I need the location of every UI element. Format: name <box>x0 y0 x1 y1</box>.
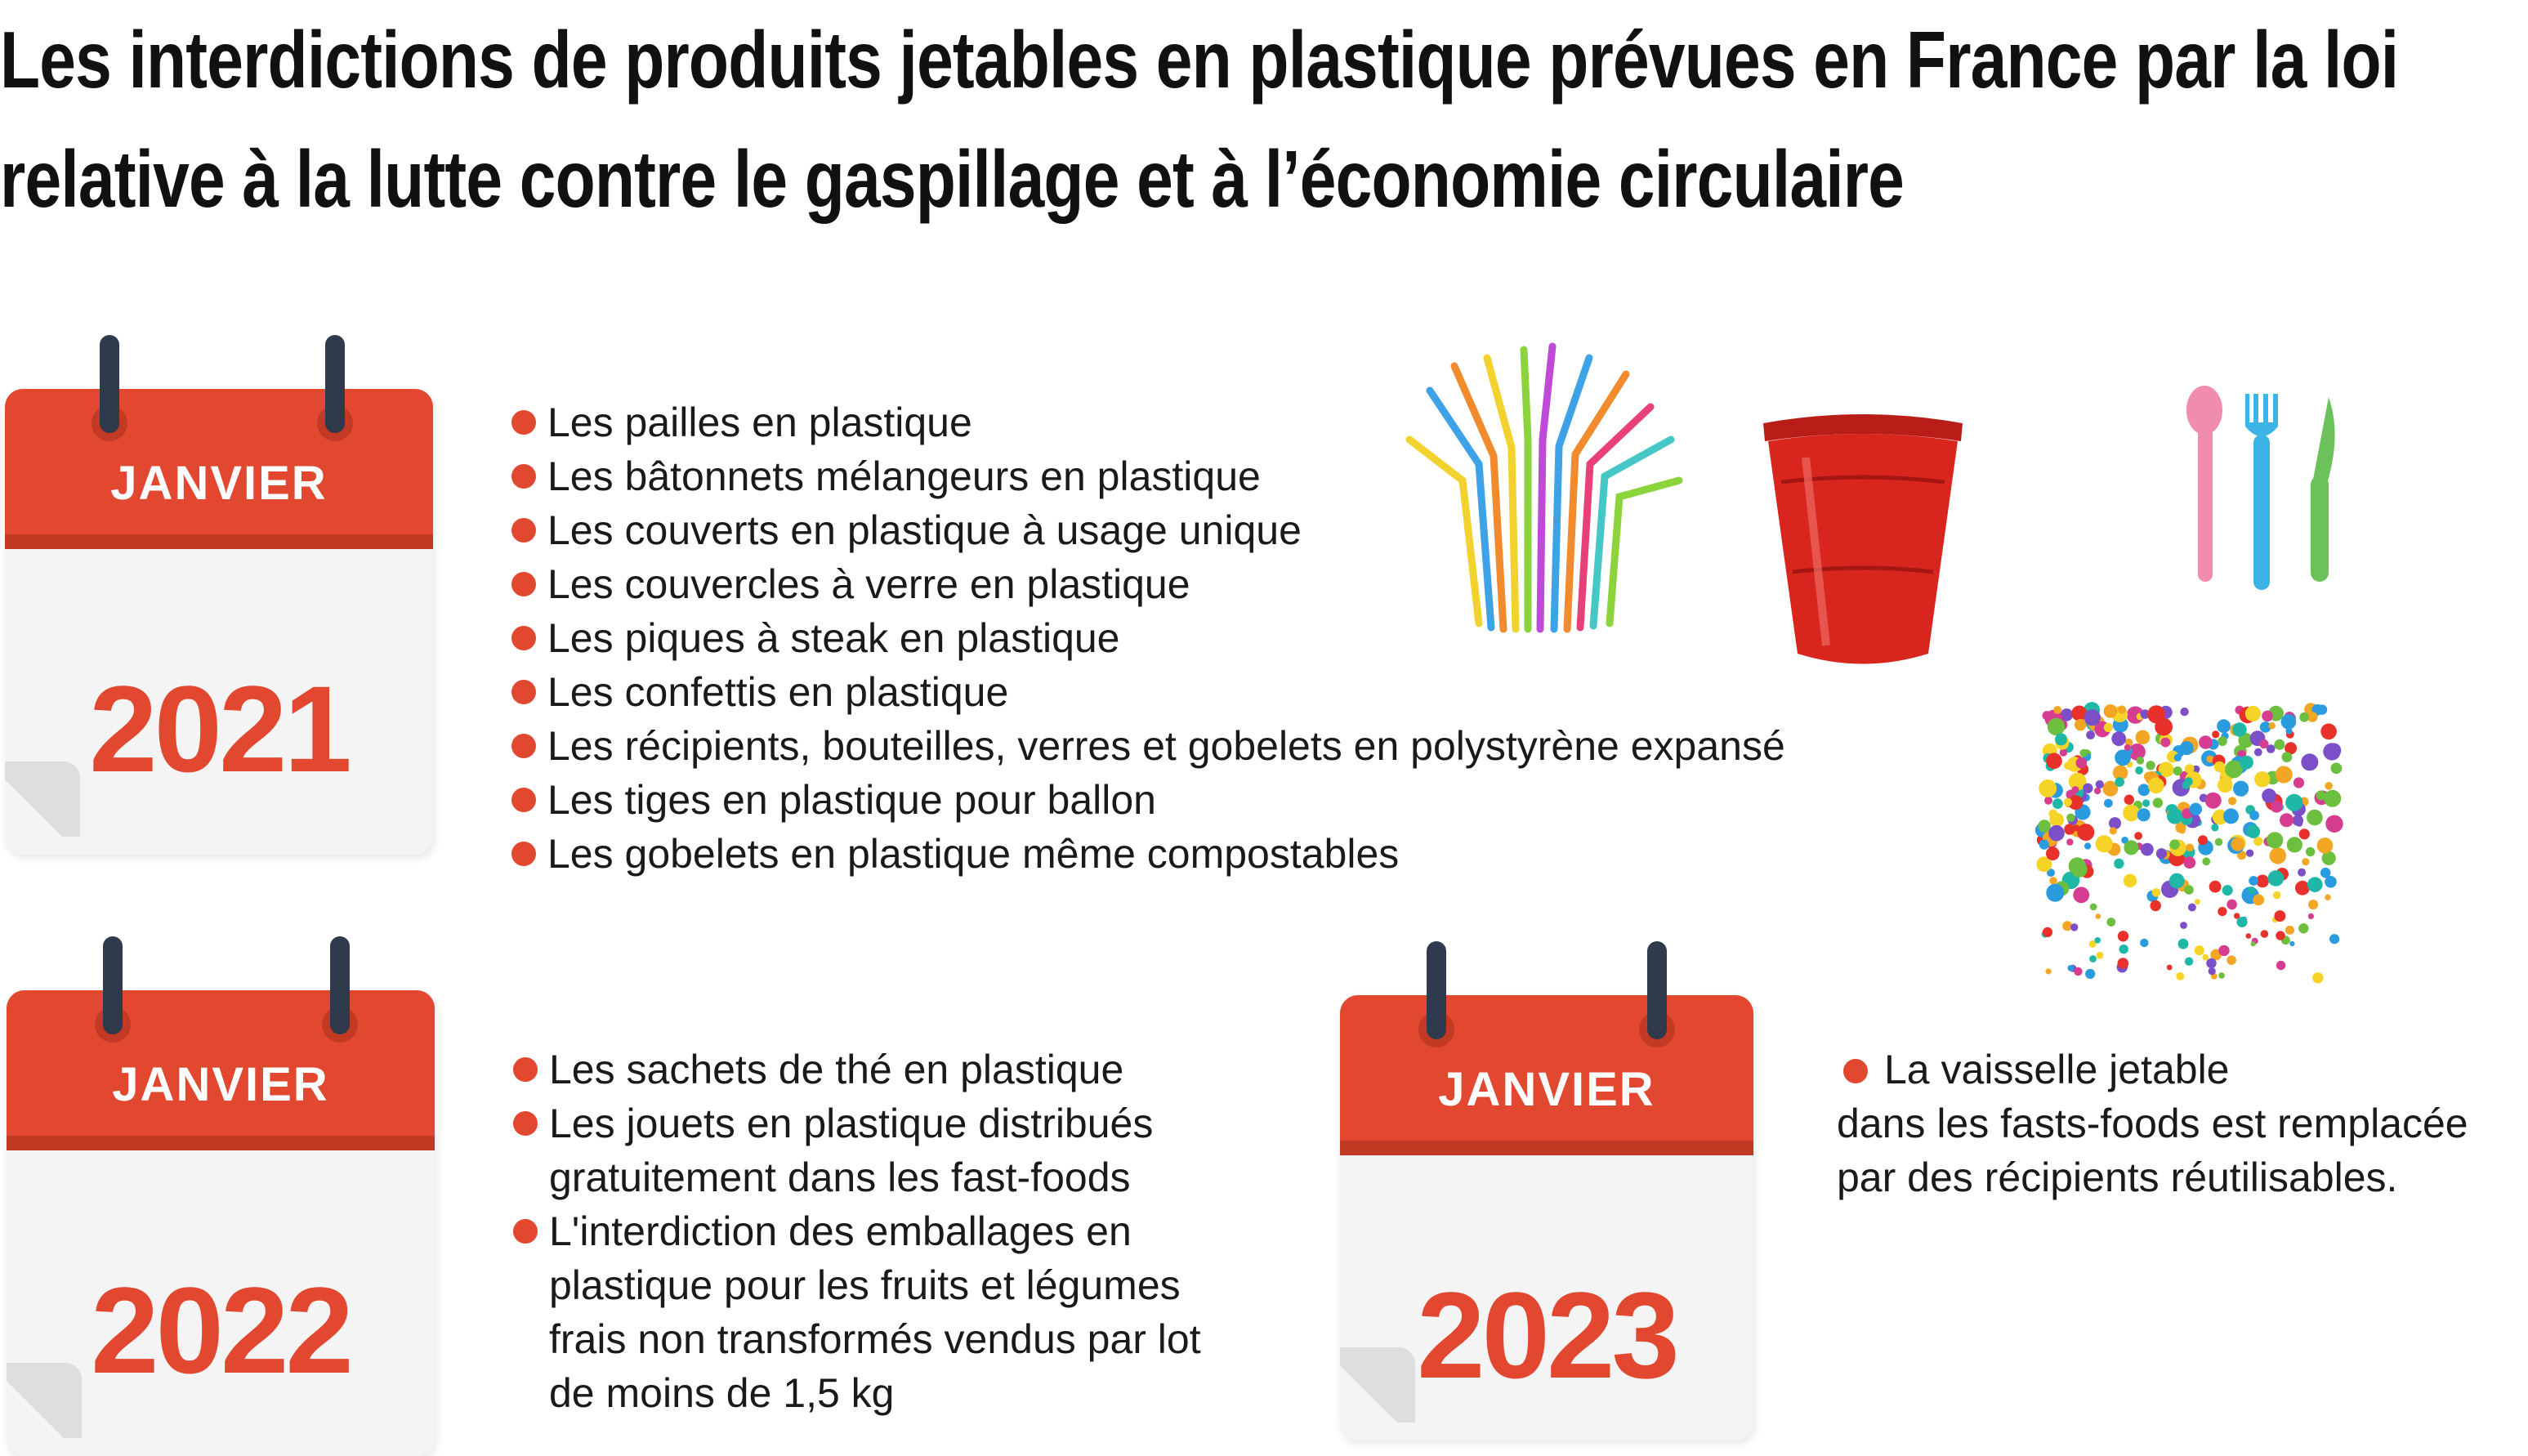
straws-icon <box>1405 342 1691 641</box>
calendar-ring-icon <box>1639 941 1675 1056</box>
calendar-ring-icon <box>95 936 131 1051</box>
list-item: Les bâtonnets mélangeurs en plastique <box>505 449 1785 503</box>
bans-2023-line-3: par des récipients réutilisables. <box>1837 1155 2398 1200</box>
calendar-ring-icon <box>317 335 353 449</box>
list-item: Les gobelets en plastique même compostables <box>505 827 1785 881</box>
page-curl-icon <box>1340 1347 1415 1423</box>
list-item: Les pailles en plastique <box>505 395 1785 449</box>
calendar-sheet <box>7 990 435 1456</box>
calendar-month: JANVIER <box>112 1058 329 1111</box>
list-item: Les piques à steak en plastique <box>505 611 1785 665</box>
bans-2023-text <box>1837 1043 2515 1204</box>
calendar-month: JANVIER <box>110 457 328 510</box>
confetti-icon <box>2034 701 2345 987</box>
list-item: Les confettis en plastique <box>505 665 1785 719</box>
bans-2023-line-2: dans les fasts-foods est remplacée <box>1837 1101 2468 1146</box>
title-line-1: Les interdictions de produits jetables en plastique prévues en France par la loi <box>0 15 2399 105</box>
page-curl-icon <box>7 1363 82 1438</box>
list-item: Les tiges en plastique pour ballon <box>505 773 1785 827</box>
bans-2023-line-1: La vaisselle jetable <box>1884 1047 2230 1092</box>
calendar-ring-icon <box>92 335 127 449</box>
calendar-ring-icon <box>1418 941 1454 1056</box>
calendar-ring-icon <box>322 936 358 1051</box>
red-cup-icon <box>1757 409 1969 670</box>
calendar-2021 <box>5 335 433 855</box>
calendar-sheet <box>1340 995 1753 1440</box>
calendar-sheet <box>5 389 433 855</box>
bullet-dot-icon <box>1843 1059 1868 1083</box>
page-curl-icon <box>5 761 80 837</box>
calendar-year: 2021 <box>89 660 349 797</box>
cutlery-icon <box>2173 377 2353 598</box>
list-item: Les couvercles à verre en plastique <box>505 557 1785 611</box>
list-item: Les sachets de thé en plastique <box>507 1043 1242 1096</box>
title-line-2: relative à la lutte contre le gaspillage et à l’économie circulaire <box>0 134 1905 224</box>
list-item: Les couverts en plastique à usage unique <box>505 503 1785 557</box>
bans-2022-list <box>507 1043 1242 1420</box>
list-item: Les jouets en plastique distribués gratuitement dans les fast-foods <box>507 1096 1242 1204</box>
calendar-month: JANVIER <box>1438 1063 1655 1116</box>
calendar-2023 <box>1340 941 1753 1440</box>
calendar-year: 2023 <box>1417 1266 1677 1404</box>
calendar-year: 2022 <box>91 1262 351 1399</box>
list-item: L'interdiction des emballages en plastique pour les fruits et légumes frais non transformés vendus par lot de moins de 1,5 kg <box>507 1204 1242 1420</box>
list-item: Les récipients, bouteilles, verres et gobelets en polystyrène expansé <box>505 719 1785 773</box>
calendar-2022 <box>7 936 435 1456</box>
page-title <box>0 0 2399 239</box>
